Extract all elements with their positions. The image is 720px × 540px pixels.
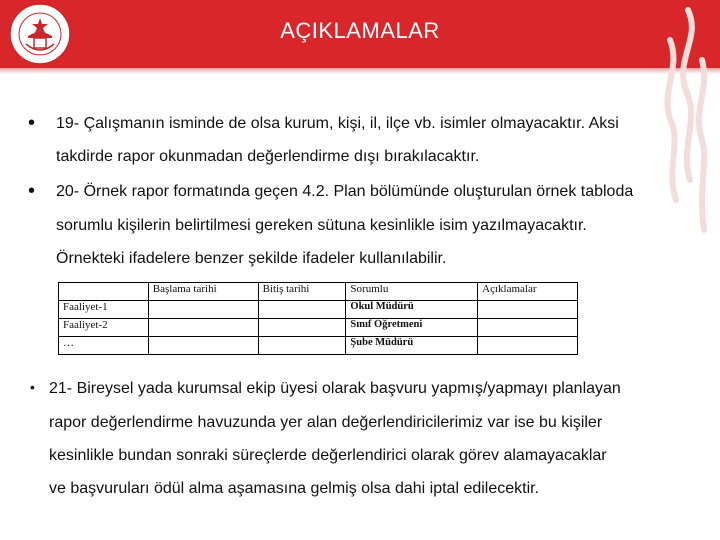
bullet-marker: • bbox=[28, 180, 36, 202]
table-header-cell: Açıklamalar bbox=[478, 283, 578, 301]
table-cell: Okul Müdürü bbox=[346, 301, 478, 319]
bullet-3-line-1: 21- Bireysel yada kurumsal ekip üyesi olarak başvuru yapmış/yapmayı planlayan bbox=[49, 380, 621, 397]
header-fade bbox=[0, 68, 720, 74]
bullet-1-line-2: takdirde rapor okunmadan değerlendirme dışı bırakılacaktır. bbox=[56, 148, 480, 165]
table-row bbox=[59, 301, 578, 319]
page-title: AÇIKLAMALAR bbox=[280, 18, 440, 43]
bullet-3-line-4: ve başvuruları ödül alma aşamasına gelmiş olsa dahi iptal edilecektir. bbox=[49, 480, 540, 497]
bullet-marker: • bbox=[28, 112, 36, 134]
table-header-cell bbox=[59, 283, 149, 301]
bullet-2-line-3: Örnekteki ifadelere benzer şekilde ifadeler kullanılabilir. bbox=[56, 250, 447, 267]
table-cell bbox=[478, 319, 578, 337]
table-row bbox=[59, 319, 578, 337]
table-cell bbox=[148, 337, 258, 355]
plan-table bbox=[58, 282, 578, 355]
table-cell bbox=[258, 319, 346, 337]
bullet-marker: • bbox=[30, 379, 35, 395]
table-row bbox=[59, 337, 578, 355]
table-cell bbox=[478, 337, 578, 355]
table-cell bbox=[148, 319, 258, 337]
bullet-3-line-3: kesinlikle bundan sonraki süreçlerde değerlendirici olarak görev alamayacaklar bbox=[49, 447, 607, 464]
table-cell: … bbox=[59, 337, 149, 355]
bullet-2-line-2: sorumlu kişilerin belirtilmesi gereken sütuna kesinlikle isim yazılmayacaktır. bbox=[56, 217, 587, 234]
bullet-1-line-1: 19- Çalışmanın isminde de olsa kurum, kişi, il, ilçe vb. isimler olmayacaktır. Aksi bbox=[56, 115, 619, 132]
table-header-cell: Başlama tarihi bbox=[148, 283, 258, 301]
table-cell: Faaliyet-1 bbox=[59, 301, 149, 319]
table-cell bbox=[258, 301, 346, 319]
table-cell: Sınıf Öğretmeni bbox=[346, 319, 478, 337]
table-header-row bbox=[59, 283, 578, 301]
table-header-cell: Bitiş tarihi bbox=[258, 283, 346, 301]
table-cell bbox=[478, 301, 578, 319]
bullet-3-line-2: rapor değerlendirme havuzunda yer alan değerlendiricilerimiz var ise bu kişiler bbox=[49, 414, 603, 431]
table-header-cell: Sorumlu bbox=[346, 283, 478, 301]
table-cell bbox=[258, 337, 346, 355]
bullet-2-line-1: 20- Örnek rapor formatında geçen 4.2. Plan bölümünde oluşturulan örnek tabloda bbox=[56, 183, 634, 200]
table-cell: Şube Müdürü bbox=[346, 337, 478, 355]
table-cell: Faaliyet-2 bbox=[59, 319, 149, 337]
table-cell bbox=[148, 301, 258, 319]
